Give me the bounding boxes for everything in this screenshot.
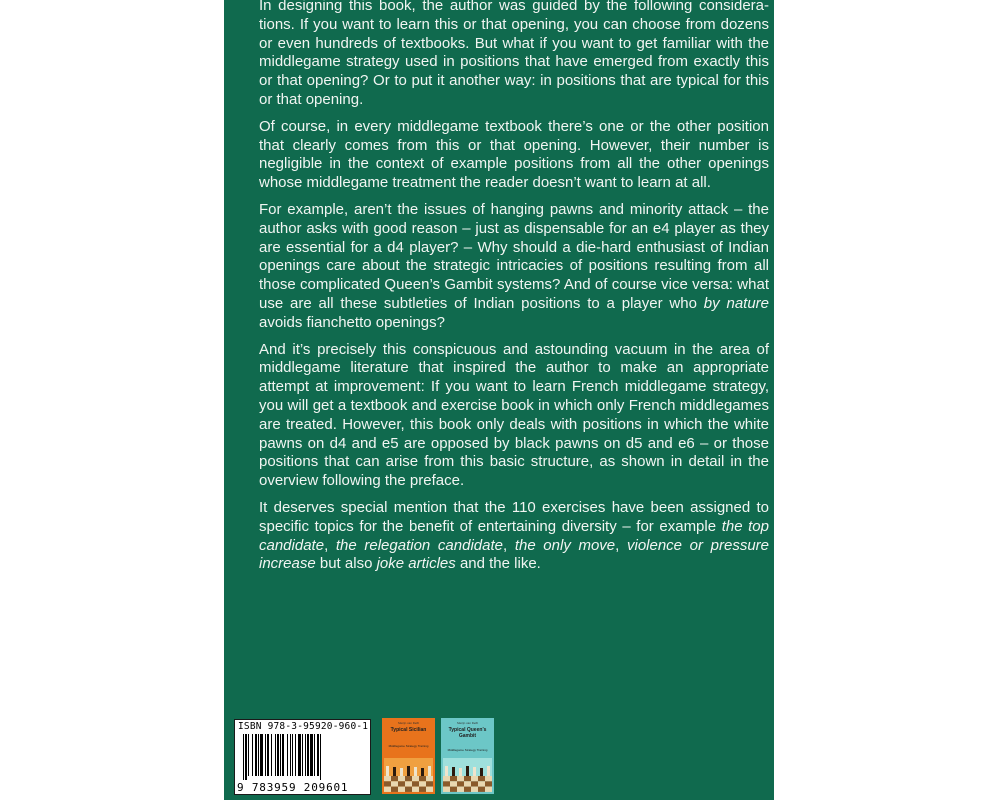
chess-piece bbox=[480, 768, 483, 776]
related-book-subtitle: Middlegame Strategy Training bbox=[388, 744, 429, 748]
text-run: It deserves special mention that the 110 exercises have been assigned to specific topics for the benefit of entertaining diversity – for example bbox=[259, 498, 769, 535]
barcode-bar bbox=[287, 734, 288, 776]
text-run: avoids fianchetto openings? bbox=[259, 313, 445, 331]
barcode-bar bbox=[245, 734, 247, 780]
blurb-paragraph bbox=[259, 341, 769, 491]
related-book-title: Typical Queen’s Gambit bbox=[448, 727, 487, 739]
barcode-bar bbox=[252, 734, 253, 776]
barcode-bar bbox=[271, 734, 272, 776]
barcode-bar bbox=[243, 734, 244, 780]
chess-piece bbox=[487, 766, 490, 776]
text-run: but also bbox=[315, 555, 377, 573]
barcode-bar bbox=[275, 734, 276, 776]
chess-piece bbox=[445, 766, 448, 776]
blurb-paragraph bbox=[259, 499, 769, 574]
italic-phrase: joke articles bbox=[376, 555, 456, 573]
italic-phrase: the only move bbox=[514, 536, 616, 554]
chess-piece bbox=[452, 767, 455, 776]
chess-piece bbox=[421, 768, 424, 776]
barcode-bar bbox=[267, 734, 269, 776]
italic-phrase: the top candidate bbox=[259, 517, 769, 554]
chess-piece bbox=[400, 768, 403, 776]
barcode-bars bbox=[243, 734, 363, 780]
related-book-author: Merijn van Delft bbox=[457, 721, 478, 725]
text-run: , bbox=[502, 536, 515, 554]
related-book-typical-sicilian bbox=[382, 718, 435, 794]
barcode-bar bbox=[292, 734, 293, 776]
back-cover bbox=[224, 0, 774, 800]
barcode-bar bbox=[258, 734, 259, 776]
text-run: And it’s precisely this conspicuous and astounding vacuum in the area of middlegame literature that inspired the author to make an appropriate attempt at improvement: If you want to learn French middlegame strategy, you will get a textbook and exercise book in which only French middlegames are treated. However, this book only deals with positions in which the white pawns on d4 and e5 are opposed by black pawns on d5 and e6 – or those positions that can arise from this basic structure, as shown in detail in the overview following the preface. bbox=[259, 340, 769, 490]
barcode-bar bbox=[314, 734, 315, 776]
barcode-bar bbox=[298, 734, 301, 776]
blurb-text bbox=[259, 0, 769, 582]
chess-piece bbox=[473, 767, 476, 776]
italic-phrase: violence or pressure increase bbox=[259, 536, 770, 573]
barcode-bar bbox=[317, 734, 319, 776]
chess-board-image bbox=[443, 758, 492, 792]
chess-piece bbox=[459, 768, 462, 776]
barcode-bar bbox=[302, 734, 303, 776]
barcode-bar bbox=[260, 734, 263, 776]
text-run: , bbox=[615, 536, 627, 554]
isbn-barcode bbox=[234, 719, 371, 795]
barcode-bar bbox=[295, 734, 296, 776]
text-run: For example, aren’t the issues of hanging pawns and minority attack – the author asks with good reason – just as dispensable for an e4 player as they are essential for a d4 player? – Why should a die-hard enthusiast of Indian openings care about the strategic intricacies of positions resulting from all those complicated Queen’s Gambit systems? And of course vice versa: what use are all these subtleties of Indian positions to a player who bbox=[259, 200, 769, 312]
barcode-digits: 9 783959 209601 bbox=[237, 781, 349, 794]
chess-piece bbox=[428, 766, 431, 776]
chess-piece bbox=[414, 767, 417, 776]
blurb-paragraph bbox=[259, 118, 769, 193]
barcode-bar bbox=[248, 734, 249, 776]
barcode-bar bbox=[255, 734, 257, 776]
barcode-bar bbox=[305, 734, 306, 776]
chess-piece bbox=[466, 766, 469, 776]
blurb-paragraph bbox=[259, 201, 769, 333]
related-book-subtitle: Middlegame Strategy Training bbox=[447, 748, 488, 752]
italic-phrase: the relegation candidate bbox=[335, 536, 503, 554]
barcode-bar bbox=[320, 734, 321, 780]
chess-piece bbox=[393, 767, 396, 776]
blurb-paragraph bbox=[259, 0, 769, 110]
related-book-typical-queens-gambit bbox=[441, 718, 494, 794]
text-run: , bbox=[324, 536, 336, 554]
barcode-bar bbox=[280, 734, 281, 776]
text-run: and the like. bbox=[455, 555, 541, 573]
barcode-bar bbox=[290, 734, 291, 776]
related-book-title: Typical Sicilian bbox=[390, 727, 427, 733]
text-run: In designing this book, the author was guided by the following considerations. If you want to learn this or that opening, you can choose from dozens or even hundreds of textbooks. But what if you want to get familiar with the middlegame strategy used in positions that have emerged from exactly this or that opening? Or to put it another way: in positions that are typical for this or that opening. bbox=[259, 0, 769, 108]
barcode-bar bbox=[282, 734, 284, 776]
barcode-bar bbox=[265, 734, 266, 776]
italic-phrase: by nature bbox=[703, 294, 770, 312]
barcode-bar bbox=[307, 734, 309, 776]
chess-piece bbox=[407, 766, 410, 776]
chess-piece bbox=[386, 766, 389, 776]
text-run: Of course, in every middlegame textbook there’s one or the other position that clearly comes from this or that opening. However, their number is negligible in the context of example positions from all the other openings whose middlegame treatment the reader doesn’t want to learn at all. bbox=[259, 117, 769, 192]
chess-board-image bbox=[384, 758, 433, 792]
barcode-bar bbox=[277, 734, 279, 776]
barcode-bar bbox=[310, 734, 313, 776]
isbn-label: ISBN 978-3-95920-960-1 bbox=[238, 721, 369, 732]
related-book-author: Merijn van Delft bbox=[398, 721, 419, 725]
